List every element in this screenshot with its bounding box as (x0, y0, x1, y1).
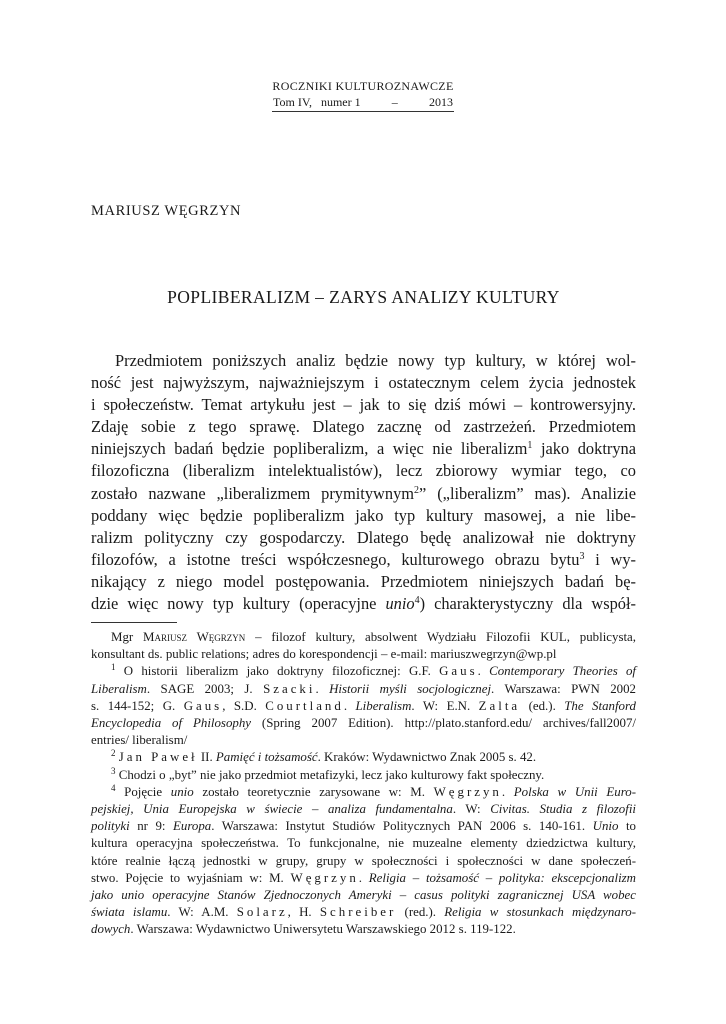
volume-number: Tom IV, numer 1 (273, 95, 361, 109)
body-text-segment: jako doktryna (532, 439, 637, 459)
fn-italic: świata islamu (91, 905, 168, 920)
running-header (272, 78, 454, 112)
fn-text: , S.D. (222, 698, 266, 713)
fn-text: . (343, 698, 356, 713)
fn-text: . (358, 870, 369, 885)
fn-spaced-name: Węgrzyn (290, 870, 359, 885)
fn-italic: Polska w Unii Euro- (513, 784, 636, 799)
body-text-segment: niniejszych badań będzie popliberalizm, a więc nie liberalizm (91, 439, 528, 459)
footnote-2-line (91, 749, 636, 766)
footnote-4-line (91, 818, 636, 835)
body-text-segment: i wy- (584, 549, 636, 569)
footnote-4-line: kultura operacyjna społeczeństwa. To funkcjonalne, nie muzealne elementy dziedzictwa kultury, (91, 836, 636, 851)
body-text-segment: dzie więc nowy typ kultury (operacyjne (91, 594, 386, 614)
footnote-1-line (91, 698, 636, 715)
body-line: poddany więc będzie popliberalizm jako typ kultury masowej, a nie libe- (91, 505, 636, 525)
footnote-ref-1[interactable]: 1 (527, 440, 533, 452)
author-bio-line (91, 629, 636, 646)
fn-italic: Liberalism (355, 698, 412, 713)
volume-line (272, 94, 454, 112)
fn-italic: Civitas. Studia z filozofii (490, 802, 636, 817)
body-paragraph (91, 350, 636, 615)
fn-text: . W: (452, 802, 491, 817)
fn-text: . (477, 664, 490, 679)
body-line: i społeczeństw. Temat artykułu jest – jak to się dziś mówi – kontrowersyjny. (91, 395, 636, 415)
fn-italic: pejskiej, Unia Europejska w świecie – analiza fundamentalna (91, 802, 453, 817)
fn-text: . (501, 784, 514, 799)
fn-italic: Contemporary Theories of (489, 664, 637, 679)
fn-italic: Encyclopedia of Philosophy (91, 716, 251, 731)
footnote-number: 2 (111, 748, 116, 759)
footnote-4-line (91, 904, 636, 921)
footnote-number: 3 (111, 765, 116, 776)
footnote-number: 1 (111, 662, 116, 673)
fn-text: nr 9: (129, 819, 174, 834)
body-text-segment: ” („liberalizm” mas). Analizie (419, 483, 637, 503)
body-text-segment: ) charakterystyczny dla współ- (419, 594, 636, 614)
fn-italic: Religia – tożsamość – polityka: ekscepcjonalizm (368, 870, 636, 885)
fn-italic: Historii myśli socjologicznej (329, 681, 492, 696)
fn-text: (red.). (396, 905, 445, 920)
fn-italic: unio (170, 784, 194, 799)
body-line: ralizm polityczny czy gospodarczy. Dlatego będę analizował nie doktryny (91, 527, 636, 547)
fn-spaced-name: Gaus (439, 664, 478, 679)
footnote-4-line (91, 784, 636, 801)
fn-spaced-name: Solarz (236, 905, 288, 920)
fn-spaced-name: Schreiber (319, 905, 397, 920)
fn-text: . Warszawa: PWN 2002 (491, 681, 636, 696)
fn-text: . SAGE 2003; J. (146, 681, 264, 696)
footnote-ref-4[interactable]: 4 (414, 595, 420, 607)
fn-text: Chodzi o „byt” nie jako przedmiot metafizyki, lecz jako kulturowy fakt społeczny. (115, 767, 545, 782)
body-line (91, 438, 636, 460)
fn-italic: jako unio operacyjne Stanów Zjednoczonych Ameryki – casus polityki zagranicznej USA wobec (91, 888, 636, 903)
fn-text: . Warszawa: Wydawnictwo Uniwersytetu Warszawskiego 2012 s. 119-122. (130, 922, 516, 937)
body-line: Zdaję sobie z tego sprawę. Dlatego zacznę od zastrzeżeń. Przedmiotem (91, 417, 636, 437)
fn-text: . W: E.N. (411, 698, 479, 713)
footnote-4-line (91, 801, 636, 818)
body-line (91, 549, 636, 571)
footnote-number: 4 (111, 782, 116, 793)
body-text-segment: filozofów, a istotne treści współczesnego, kulturowego obrazu bytu (91, 549, 580, 569)
footnote-3-line (91, 767, 636, 784)
body-line: Przedmiotem poniższych analiz będzie nowy typ kultury, w której wol- (115, 351, 636, 370)
footnote-4-line (91, 887, 636, 904)
fn-spaced-name: Zalta (478, 698, 521, 713)
fn-text: , H. (287, 905, 320, 920)
footnote-4-line (91, 870, 636, 887)
body-line: nikający z niego model postępowania. Przedmiotem niniejszych badań bę- (91, 571, 636, 591)
footnote-ref-3[interactable]: 3 (579, 550, 585, 562)
article-title: POPLIBERALIZM – ZARYS ANALIZY KULTURY (167, 287, 560, 307)
fn-italic: Religia w stosunkach międzynaro- (444, 905, 637, 920)
footnote-1-line (91, 663, 636, 680)
fn-text: – filozof kultury, absolwent Wydziału Filozofii KUL, publicysta, (245, 630, 636, 644)
footnote-4-line: które realnie łączą jednostki w grupy, grupy w społeczności i społeczności w dane społeczeń- (91, 853, 636, 868)
fn-text: stwo. Pojęcie to wyjaśniam w: M. (91, 870, 291, 885)
footnote-1-line: entries/ liberalism/ (91, 733, 188, 748)
fn-italic: Europa (173, 819, 212, 834)
fn-text: O historii liberalizm jako doktryny filozoficznej: G.F. (115, 664, 440, 679)
fn-spaced-name: Courtland (265, 698, 344, 713)
fn-spaced-name: Węgrzyn (433, 784, 502, 799)
fn-text: . (315, 681, 330, 696)
body-line: ność jest najwyższym, najważniejszym i ostatecznym celem życia jednostek (91, 373, 636, 393)
footnote-1-line (91, 715, 636, 732)
fn-text: Mgr (111, 630, 144, 644)
fn-italic: Liberalism (91, 681, 147, 696)
fn-text: . Warszawa: Instytut Studiów Politycznych PAN 2006 s. 140-161. (211, 819, 593, 834)
body-line (91, 593, 636, 615)
fn-spaced-name: Szacki (263, 681, 316, 696)
fn-text: zostało teoretycznie zarysowane w: M. (193, 784, 434, 799)
author-name: MARIUSZ WĘGRZYN (91, 203, 242, 219)
author-bio-line: konsultant ds. public relations; adres do korespondencji – e-mail: mariuszwegrzyn@wp.pl (91, 647, 557, 662)
footnote-ref-2[interactable]: 2 (414, 484, 420, 496)
fn-text: . Kraków: Wydawnictwo Znak 2005 s. 42. (317, 750, 537, 765)
fn-text: II. (197, 750, 216, 765)
fn-text: . W: A.M. (167, 905, 237, 920)
fn-text: s. 144-152; G. (91, 698, 184, 713)
volume-year: 2013 (428, 95, 453, 109)
fn-italic: The Stanford (564, 698, 636, 713)
fn-spaced-name: Jan Paweł (118, 750, 198, 765)
body-line (91, 483, 636, 505)
fn-text: Pojęcie (115, 784, 171, 799)
volume-dash: – (391, 95, 398, 109)
body-line: filozoficzna (liberalizm intelektualistów), lecz zbiorowy wymiar tego, co (91, 461, 636, 481)
fn-spaced-name: Gaus (183, 698, 223, 713)
body-text-segment: zostało nazwane „liberalizmem prymitywnym (91, 483, 415, 503)
journal-title: ROCZNIKI KULTUROZNAWCZE (272, 79, 454, 93)
fn-text: (Spring 2007 Edition). http://plato.stanford.edu/ archives/fall2007/ (251, 716, 636, 731)
fn-smallcaps: Mariusz Węgrzyn (143, 630, 246, 644)
fn-italic: Unio (592, 819, 619, 834)
footnote-1-line (91, 681, 636, 698)
fn-italic: polityki (91, 819, 130, 834)
footnotes (91, 629, 636, 939)
fn-text: (ed.). (520, 698, 565, 713)
fn-italic: Pamięć i tożsamość (215, 750, 318, 765)
footnote-divider (91, 622, 177, 623)
fn-italic: dowych (91, 922, 131, 937)
body-text-italic: unio (385, 594, 415, 614)
footnote-4-line (91, 921, 636, 938)
fn-text: to (618, 819, 636, 834)
